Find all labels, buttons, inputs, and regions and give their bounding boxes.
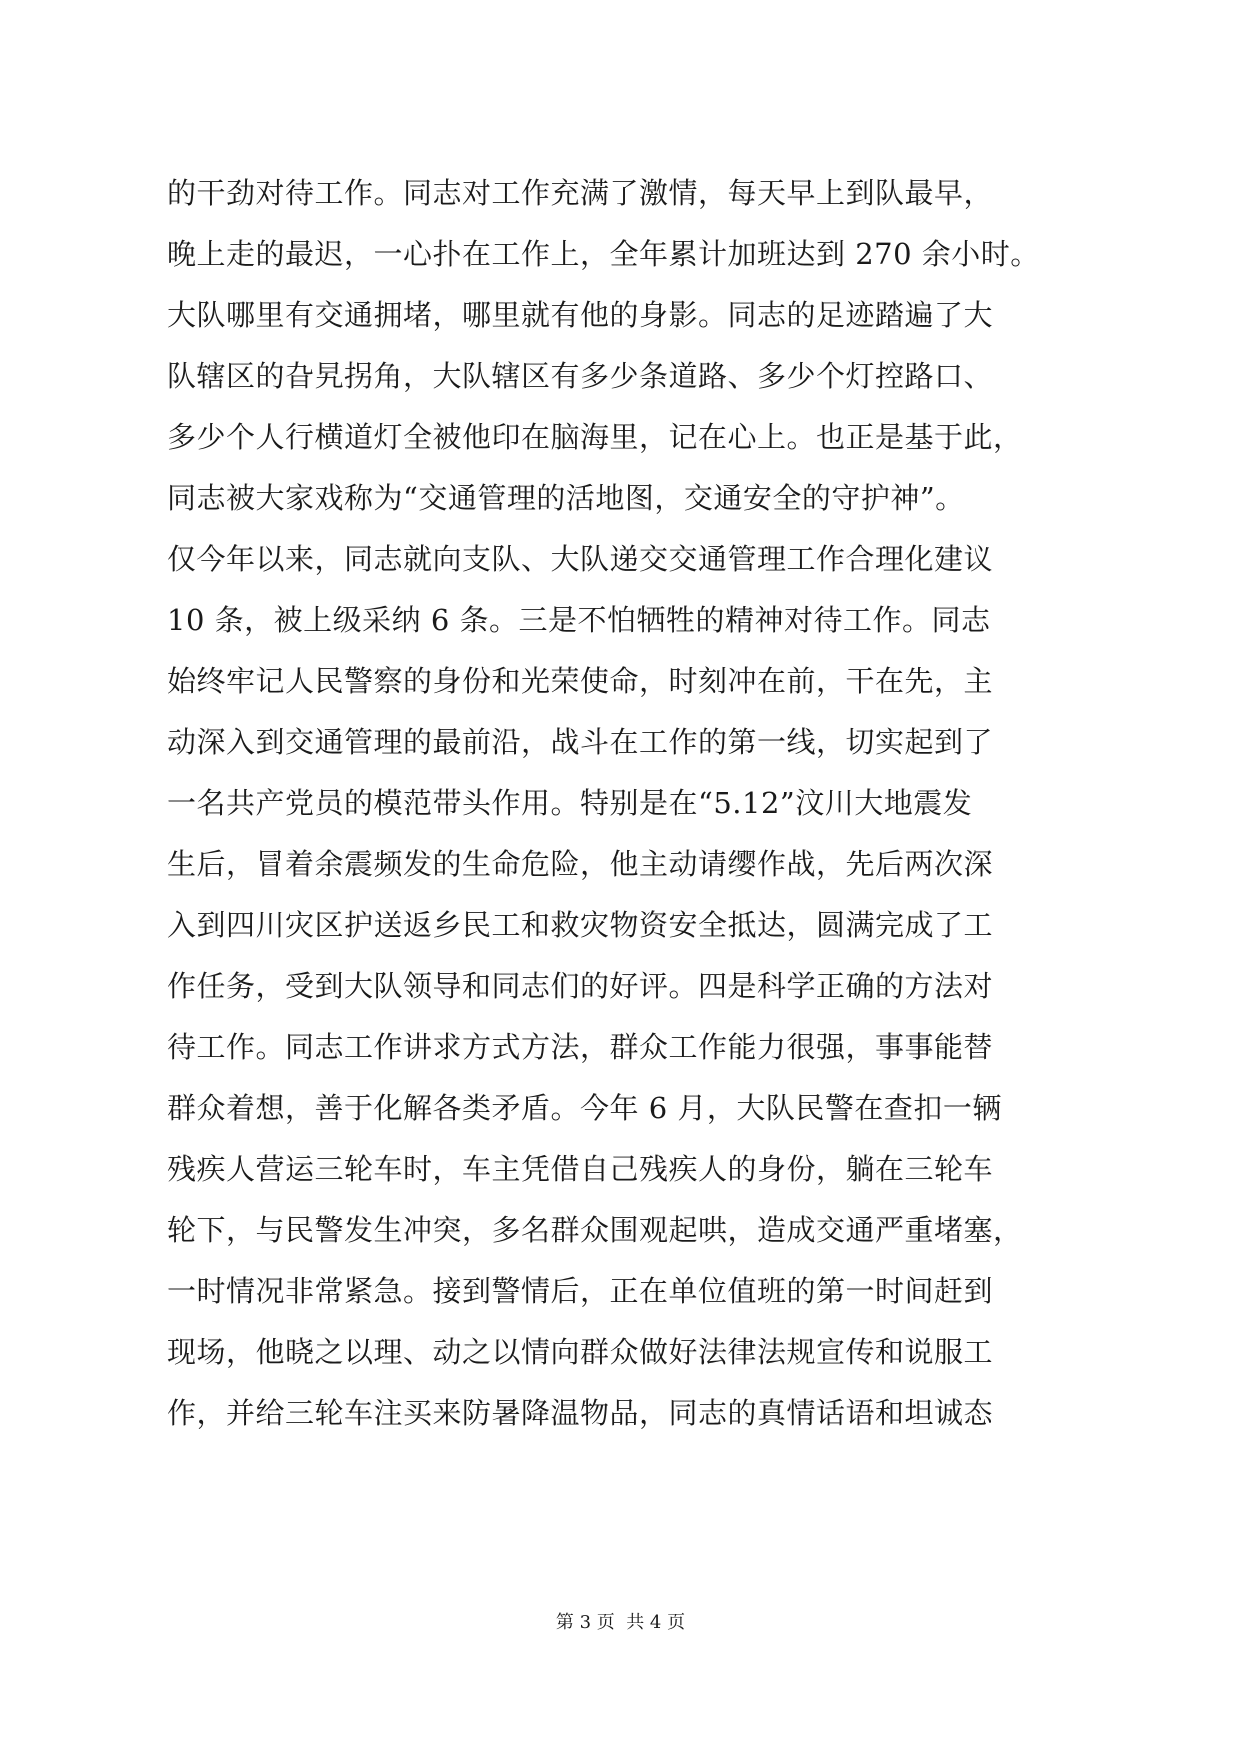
text-line-16: 群众着想，善于化解各类矛盾。今年 6 月，大队民警在查扣一辆 xyxy=(167,1091,1002,1125)
text-line-1: 的干劲对待工作。同志对工作充满了激情，每天早上到队最早， xyxy=(167,176,994,210)
text-line-15: 待工作。同志工作讲求方式方法，群众工作能力很强，事事能替 xyxy=(167,1030,994,1064)
text-line-17: 残疾人营运三轮车时，车主凭借自己残疾人的身份，躺在三轮车 xyxy=(167,1152,994,1186)
text-line-7: 仅今年以来，同志就向支队、大队递交交通管理工作合理化建议 xyxy=(167,542,994,576)
text-line-9: 始终牢记人民警察的身份和光荣使命，时刻冲在前，干在先，主 xyxy=(167,664,994,698)
text-line-18: 轮下，与民警发生冲突，多名群众围观起哄，造成交通严重堵塞， xyxy=(167,1213,1023,1247)
text-line-14: 作任务，受到大队领导和同志们的好评。四是科学正确的方法对 xyxy=(167,969,994,1003)
text-line-20: 现场，他晓之以理、动之以情向群众做好法律法规宣传和说服工 xyxy=(167,1335,994,1369)
text-line-10: 动深入到交通管理的最前沿，战斗在工作的第一线，切实起到了 xyxy=(167,725,994,759)
text-line-12: 生后，冒着余震频发的生命危险，他主动请缨作战，先后两次深 xyxy=(167,847,994,881)
text-line-19: 一时情况非常紧急。接到警情后，正在单位值班的第一时间赶到 xyxy=(167,1274,994,1308)
text-line-4: 队辖区的旮旯拐角，大队辖区有多少条道路、多少个灯控路口、 xyxy=(167,359,994,393)
text-line-11: 一名共产党员的模范带头作用。特别是在“5.12”汶川大地震发 xyxy=(167,786,973,820)
text-line-2: 晚上走的最迟，一心扑在工作上，全年累计加班达到 270 余小时。 xyxy=(167,237,1040,271)
text-line-5: 多少个人行横道灯全被他印在脑海里，记在心上。也正是基于此， xyxy=(167,420,1023,454)
text-line-13: 入到四川灾区护送返乡民工和救灾物资安全抵达，圆满完成了工 xyxy=(167,908,994,942)
text-line-8: 10 条，被上级采纳 6 条。三是不怕牺牲的精神对待工作。同志 xyxy=(167,603,991,637)
text-line-6: 同志被大家戏称为“交通管理的活地图，交通安全的守护神”。 xyxy=(167,481,965,515)
text-line-21: 作，并给三轮车注买来防暑降温物品，同志的真情话语和坦诚态 xyxy=(167,1396,994,1430)
text-line-3: 大队哪里有交通拥堵，哪里就有他的身影。同志的足迹踏遍了大 xyxy=(167,298,994,332)
page-footer: 第 3 页 共 4 页 xyxy=(555,1612,686,1633)
